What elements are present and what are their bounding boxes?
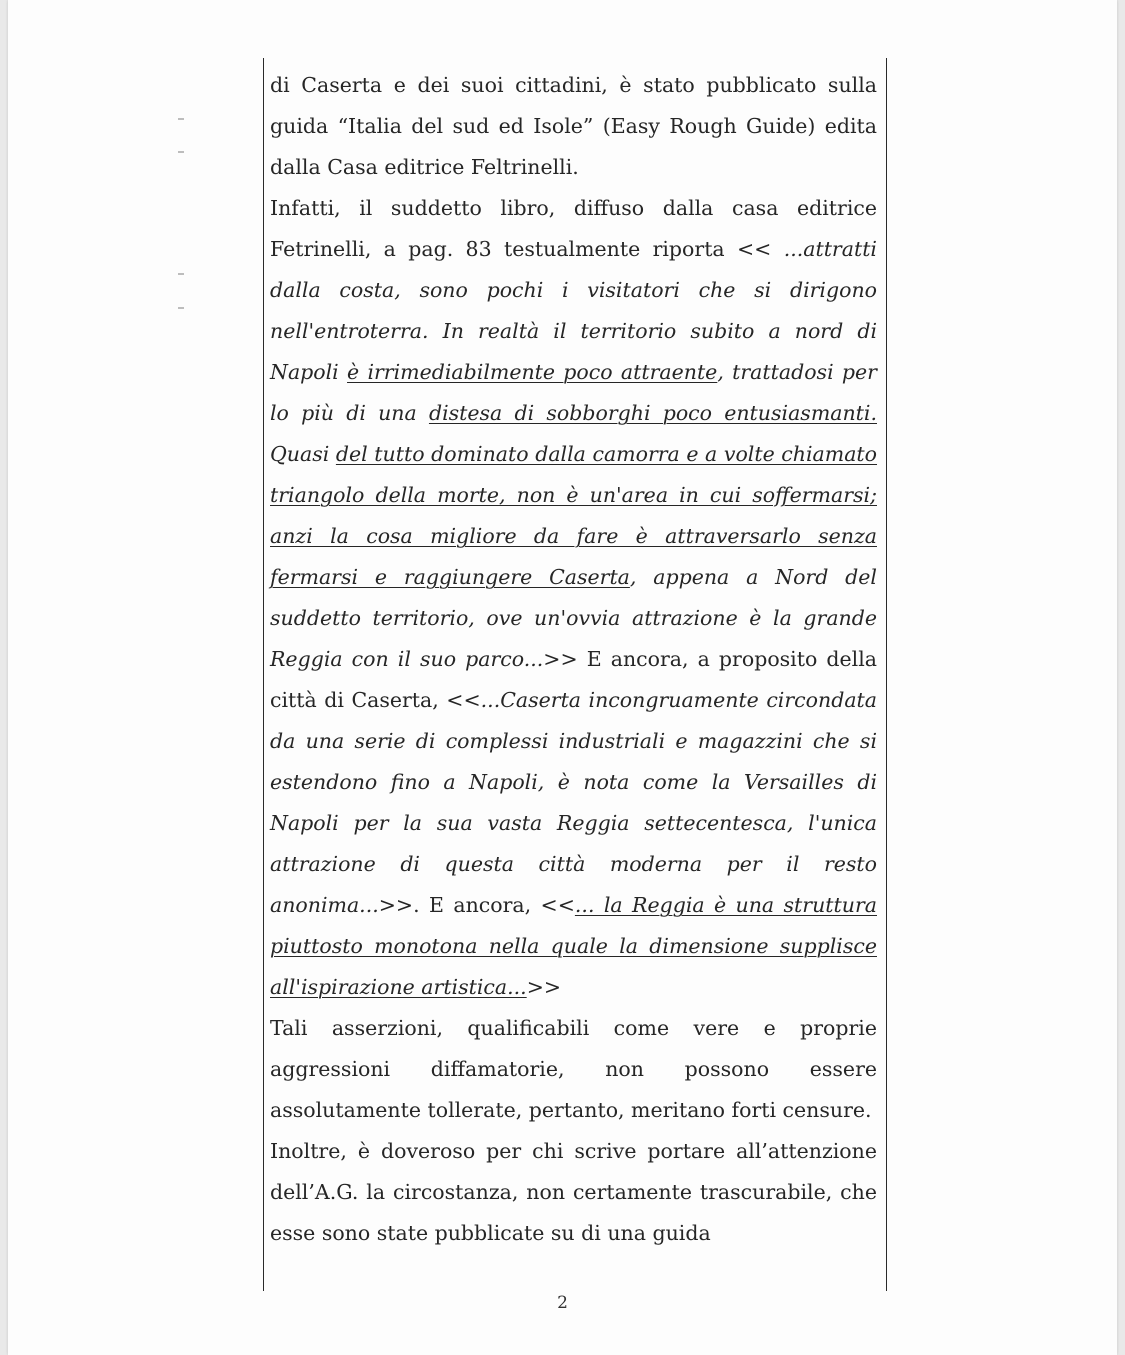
- margin-mark: [178, 307, 184, 309]
- paragraph-4: [270, 1131, 877, 1254]
- quote-1-underline-2: distesa di sobborghi poco entusiasmanti.: [428, 401, 877, 425]
- margin-mark: [178, 151, 184, 153]
- page-number: 2: [557, 1293, 568, 1313]
- quote-3-underline: ... la Reggia è una struttura piuttosto monotona nella quale la dimensione supplisce all'ispirazione artistica...: [270, 893, 877, 999]
- paragraph-2-end: >>: [526, 975, 562, 999]
- margin-mark: [178, 118, 184, 120]
- paragraph-2-middle-2: >>. E ancora, <<: [378, 893, 575, 917]
- quote-2: ...Caserta incongruamente circondata da una serie di complessi industriali e magazzini che si estendono fino a Napoli, è nota come la Versailles di Napoli per la sua vasta Reggia settecentesca, l'unica attrazione di questa città moderna per il resto anonima...: [270, 688, 877, 917]
- quote-1-underline-3: del tutto dominato dalla camorra e a volte chiamato triangolo della morte, non è un'area in cui soffermarsi; anzi la cosa migliore da fare è attraversarlo senza fermarsi e raggiungere Caserta: [270, 442, 878, 589]
- paragraph-3: [270, 1008, 877, 1131]
- quote-1-part-d: , appena a Nord del suddetto territorio, ove un'ovvia attrazione è la grande Reggia con il suo parco...: [270, 565, 877, 671]
- paragraph-2-intro: Infatti, il suddetto libro, diffuso dalla casa editrice Fetrinelli, a pag. 83 testualmente riporta <<: [270, 196, 877, 261]
- quote-1-part-b: , trattadosi per lo più di una: [270, 360, 877, 425]
- margin-mark: [178, 273, 184, 275]
- quote-1-part-c: Quasi: [270, 442, 336, 466]
- paragraph-4-text: Inoltre, è doveroso per chi scrive portare all’attenzione dell’A.G. la circostanza, non certamente trascurabile, che esse sono state pubblicate su di una guida: [270, 1139, 877, 1245]
- quote-1-underline-1: è irrimediabilmente poco attraente: [347, 360, 718, 384]
- paragraph-2-middle-1: >> E ancora, a proposito della città di Caserta, <<: [270, 647, 877, 712]
- paragraph-3-text: Tali asserzioni, qualificabili come vere e proprie aggressioni diffamatorie, non possono essere assolutamente tollerate, pertanto, meritano forti censure.: [270, 1016, 877, 1122]
- quote-1-part-a: ...attratti dalla costa, sono pochi i visitatori che si dirigono nell'entroterra. In realtà il territorio subito a nord di Napoli: [270, 237, 877, 384]
- paragraph-1: [270, 65, 877, 188]
- paragraph-1-text: di Caserta e dei suoi cittadini, è stato pubblicato sulla guida “Italia del sud ed Isole” (Easy Rough Guide) edita dalla Casa editrice Feltrinelli.: [270, 73, 877, 179]
- document-body: [270, 65, 877, 1254]
- paragraph-2: [270, 188, 877, 1008]
